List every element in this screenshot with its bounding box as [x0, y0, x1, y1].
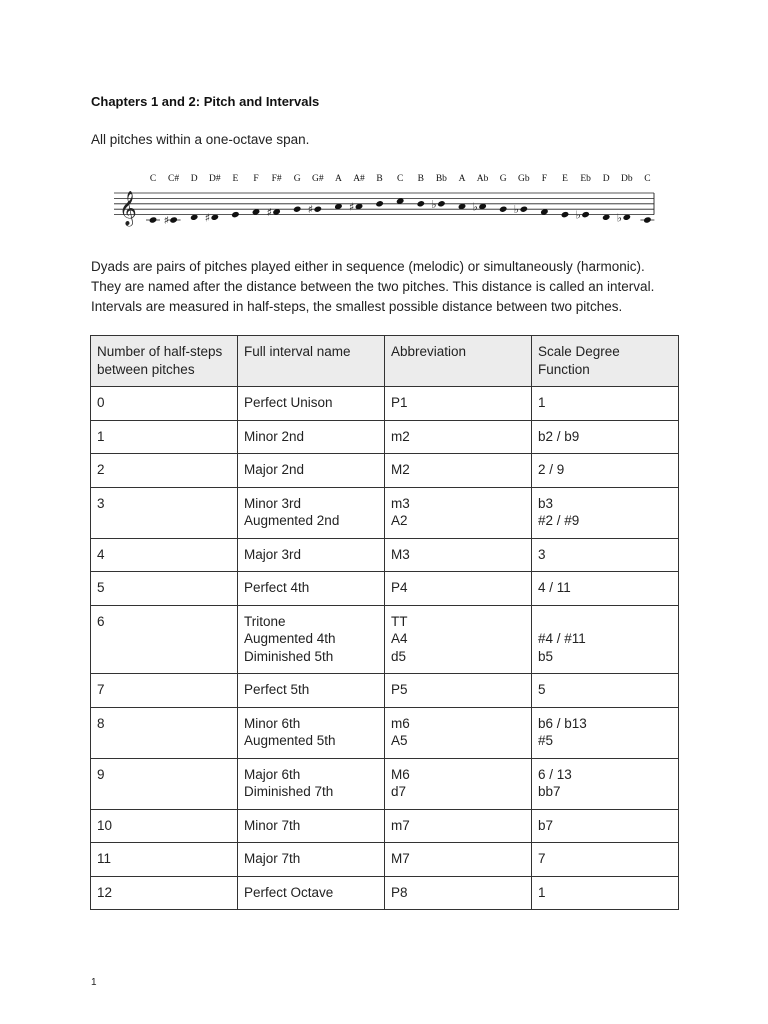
cell-line: M3 — [391, 546, 410, 562]
cell-line: Perfect Octave — [244, 884, 334, 900]
table-cell — [238, 487, 385, 538]
table-cell — [532, 809, 679, 843]
accidental-icon: ♭ — [472, 200, 478, 214]
cell-line: A2 — [391, 513, 408, 528]
cell-line: Diminished 5th — [244, 648, 334, 664]
accidental-icon: ♯ — [307, 203, 314, 217]
cell-line: between pitches — [97, 361, 195, 377]
treble-clef-icon: 𝄞 — [119, 191, 137, 227]
note-name: A# — [353, 174, 365, 184]
cell-line: 3 — [538, 546, 546, 562]
cell-line: M6 — [391, 766, 410, 782]
note-head — [293, 206, 302, 213]
table-cell — [91, 809, 238, 843]
table-cell — [91, 876, 238, 910]
cell-line: 7 — [97, 682, 105, 697]
cell-line: 2 — [97, 462, 105, 477]
cell-line: 10 — [97, 817, 113, 833]
table-cell — [385, 876, 532, 910]
note-head — [520, 206, 529, 213]
cell-line: b6 / b13 — [538, 715, 587, 731]
cell-line: Major 7th — [244, 851, 301, 866]
paragraph-line: Dyads are pairs of pitches played either in sequence (melodic) or simultaneously (harmonic). — [91, 259, 645, 274]
cell-line: 11 — [97, 851, 112, 866]
cell-line: 4 — [97, 546, 105, 562]
note-head — [437, 200, 446, 207]
table-cell — [238, 572, 385, 606]
table-cell — [532, 843, 679, 877]
table-cell — [238, 387, 385, 421]
table-cell — [532, 572, 679, 606]
cell-line: Major 3rd — [244, 546, 302, 562]
table-row — [91, 707, 679, 758]
intro-text: All pitches within a one-octave span. — [91, 132, 310, 147]
cell-line: 2 / 9 — [538, 462, 565, 477]
cell-line: Minor 3rd — [244, 495, 302, 511]
table-cell — [385, 572, 532, 606]
paragraph-line: They are named after the distance between the two pitches. This distance is called an interval. — [91, 279, 655, 294]
page-number: 1 — [91, 977, 97, 988]
note-name: A — [458, 174, 466, 184]
table-cell — [238, 707, 385, 758]
table-cell — [532, 420, 679, 454]
table-cell — [532, 487, 679, 538]
cell-line: M7 — [391, 851, 410, 866]
cell-line: 6 — [97, 613, 105, 629]
cell-line: TT — [391, 613, 408, 629]
note-name: E — [562, 174, 568, 184]
cell-line: Full interval name — [244, 344, 351, 359]
cell-line: 0 — [97, 395, 105, 410]
cell-line: Minor 6th — [244, 715, 301, 731]
cell-line: d5 — [391, 648, 407, 664]
cell-line: Abbreviation — [391, 344, 467, 359]
table-cell — [238, 454, 385, 488]
table-cell — [91, 387, 238, 421]
cell-line: m7 — [391, 817, 410, 833]
note-name: E — [232, 174, 239, 184]
cell-line: Tritone — [244, 613, 286, 629]
note-name: C# — [168, 174, 180, 184]
cell-line: A4 — [391, 631, 408, 646]
note-name: C — [644, 174, 651, 184]
note-name: A — [334, 174, 342, 184]
table-cell — [532, 674, 679, 708]
table-cell — [238, 809, 385, 843]
cell-line: Minor 7th — [244, 817, 301, 833]
table-cell — [385, 758, 532, 809]
cell-line: 1 — [538, 395, 546, 410]
accidental-icon: ♭ — [616, 211, 623, 225]
accidental-icon: ♯ — [204, 211, 211, 225]
table-cell — [238, 420, 385, 454]
cell-line: 6 / 13 — [538, 766, 572, 782]
cell-line: P8 — [391, 884, 408, 900]
note-head — [169, 216, 178, 223]
accidental-icon: ♭ — [513, 203, 520, 217]
cell-line: Augmented 5th — [244, 733, 336, 748]
note-head — [231, 211, 240, 218]
note-head — [375, 200, 384, 207]
table-cell — [532, 707, 679, 758]
cell-line: 12 — [97, 884, 113, 900]
note-name: B — [417, 174, 424, 184]
table-cell — [532, 387, 679, 421]
cell-line: 8 — [97, 715, 105, 731]
cell-line: 5 — [538, 682, 546, 697]
table-cell — [532, 758, 679, 809]
table-cell — [91, 674, 238, 708]
table-cell — [532, 538, 679, 572]
cell-line: Perfect 5th — [244, 682, 310, 697]
table-row — [91, 876, 679, 910]
cell-line: b2 / b9 — [538, 428, 580, 444]
table-cell — [532, 876, 679, 910]
table-cell — [385, 707, 532, 758]
cell-line: Function — [538, 361, 590, 377]
cell-line: P1 — [391, 395, 408, 410]
table-cell — [238, 538, 385, 572]
note-head — [581, 211, 590, 218]
note-head — [561, 211, 570, 218]
table-row — [91, 674, 679, 708]
table-cell — [385, 605, 532, 674]
table-row — [91, 572, 679, 606]
note-head — [643, 216, 652, 223]
column-header — [385, 336, 532, 387]
intervals-paragraph — [91, 257, 691, 317]
table-row — [91, 387, 679, 421]
cell-line: d7 — [391, 784, 407, 799]
note-name: Eb — [580, 174, 591, 184]
cell-line: P5 — [391, 682, 408, 697]
note-name: Gb — [517, 174, 530, 184]
note-name: G — [293, 174, 301, 184]
table-cell — [91, 707, 238, 758]
cell-line: 5 — [97, 580, 105, 595]
cell-line: b5 — [538, 648, 554, 664]
cell-line: Minor 2nd — [244, 428, 305, 444]
note-name: D — [190, 174, 198, 184]
cell-line: m2 — [391, 428, 410, 444]
cell-line: Perfect Unison — [244, 395, 333, 410]
note-name: G# — [311, 174, 324, 184]
cell-line: Major 2nd — [244, 462, 305, 477]
table-cell — [91, 843, 238, 877]
table-body — [91, 387, 679, 910]
table-header-row — [91, 336, 679, 387]
cell-line: #5 — [538, 733, 554, 748]
note-name: F — [541, 174, 548, 184]
cell-line: A5 — [391, 733, 408, 748]
note-name: B — [376, 174, 383, 184]
table-cell — [385, 387, 532, 421]
cell-line: 3 — [97, 495, 105, 511]
table-cell — [238, 674, 385, 708]
table-cell — [385, 809, 532, 843]
note-name: Db — [620, 174, 633, 184]
note-name: G — [499, 174, 507, 184]
cell-line: Scale Degree — [538, 344, 620, 359]
column-header — [91, 336, 238, 387]
table-row — [91, 843, 679, 877]
cell-line: 1 — [538, 884, 546, 900]
accidental-icon: ♭ — [575, 208, 581, 222]
table-cell — [385, 538, 532, 572]
accidental-icon: ♯ — [349, 200, 355, 214]
cell-line: #2 / #9 — [538, 513, 580, 528]
note-head — [149, 216, 158, 223]
table-cell — [91, 420, 238, 454]
cell-line: M2 — [391, 462, 410, 477]
paragraph-line: Intervals are measured in half-steps, the smallest possible distance between two pitches. — [91, 299, 623, 314]
accidental-icon: ♯ — [163, 214, 169, 227]
table-cell — [91, 538, 238, 572]
table-row — [91, 809, 679, 843]
page-title: Chapters 1 and 2: Pitch and Intervals — [91, 94, 320, 109]
cell-line: Augmented 2nd — [244, 513, 340, 528]
table-row — [91, 538, 679, 572]
accidental-icon: ♭ — [431, 197, 437, 211]
note-head — [314, 206, 323, 213]
cell-line: b7 — [538, 817, 554, 833]
table-cell — [385, 420, 532, 454]
table-row — [91, 454, 679, 488]
table-cell — [91, 605, 238, 674]
cell-line: Augmented 4th — [244, 631, 336, 646]
table-cell — [385, 843, 532, 877]
cell-line: m6 — [391, 715, 410, 731]
note-head — [417, 200, 426, 207]
table-cell — [532, 605, 679, 674]
table-row — [91, 487, 679, 538]
music-staff — [112, 172, 660, 232]
note-name: C — [149, 174, 157, 184]
cell-line: m3 — [391, 495, 410, 511]
table-cell — [385, 674, 532, 708]
table-cell — [238, 605, 385, 674]
cell-line: b3 — [538, 495, 554, 511]
note-name: Bb — [435, 174, 447, 184]
staff-svg — [112, 172, 660, 232]
table-cell — [91, 454, 238, 488]
note-name: D — [602, 174, 610, 184]
cell-line: bb7 — [538, 784, 561, 799]
column-header — [532, 336, 679, 387]
cell-line: Major 6th — [244, 766, 301, 782]
note-name: F# — [271, 174, 282, 184]
table-cell — [385, 454, 532, 488]
cell-line: #4 / #11 — [538, 631, 586, 646]
note-name: D# — [208, 174, 221, 184]
cell-line: 9 — [97, 766, 105, 782]
table-row — [91, 758, 679, 809]
cell-line — [538, 613, 672, 631]
table-cell — [238, 876, 385, 910]
interval-table — [90, 335, 679, 910]
note-name: C — [397, 174, 404, 184]
accidental-icon: ♯ — [266, 205, 272, 219]
table-cell — [238, 758, 385, 809]
cell-line: 4 / 11 — [538, 580, 571, 595]
cell-line: 1 — [97, 428, 105, 444]
table-row — [91, 605, 679, 674]
cell-line: P4 — [391, 580, 408, 595]
table-cell — [91, 758, 238, 809]
table-cell — [385, 487, 532, 538]
note-head — [499, 206, 508, 213]
column-header — [238, 336, 385, 387]
note-name: Ab — [476, 174, 489, 184]
cell-line: Perfect 4th — [244, 580, 310, 595]
cell-line: Diminished 7th — [244, 784, 334, 799]
table-cell — [91, 487, 238, 538]
cell-line: 7 — [538, 851, 546, 866]
cell-line: Number of half-steps — [97, 344, 223, 359]
table-cell — [91, 572, 238, 606]
table-row — [91, 420, 679, 454]
table-cell — [532, 454, 679, 488]
note-name: F — [253, 174, 259, 184]
table-cell — [238, 843, 385, 877]
